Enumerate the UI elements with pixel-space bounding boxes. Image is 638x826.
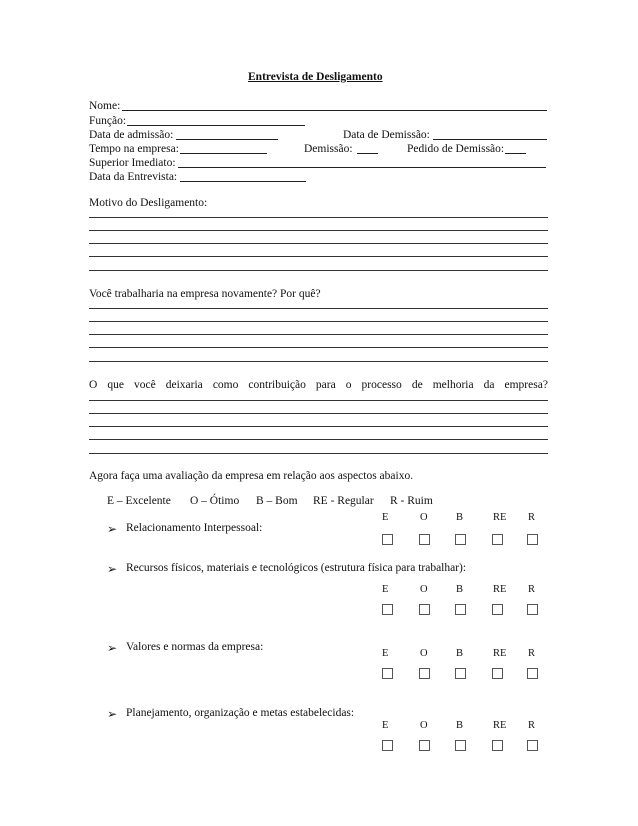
- scale-b-label: B: [456, 584, 464, 595]
- scale-o-label: O: [420, 512, 428, 523]
- data-entrevista-label: Data da Entrevista:: [89, 171, 178, 183]
- contribuicao-line-2[interactable]: [89, 413, 548, 414]
- q-word: deixaria: [165, 379, 203, 391]
- contribuicao-line-1[interactable]: [89, 400, 548, 401]
- scale-b-label: B: [456, 720, 464, 731]
- data-admissao-label: Data de admissão:: [89, 129, 174, 141]
- checkbox-planejamento-e[interactable]: [382, 740, 393, 751]
- checkbox-planejamento-r[interactable]: [527, 740, 538, 751]
- trabalharia-line-4[interactable]: [89, 347, 548, 348]
- checkbox-valores-e[interactable]: [382, 668, 393, 679]
- checkbox-valores-b[interactable]: [455, 668, 466, 679]
- scale-o-label: O: [420, 584, 428, 595]
- checkbox-valores-r[interactable]: [527, 668, 538, 679]
- scale-r-label: R: [528, 648, 536, 659]
- checkbox-planejamento-re[interactable]: [492, 740, 503, 751]
- checkbox-recursos-re[interactable]: [492, 604, 503, 615]
- checkbox-valores-o[interactable]: [419, 668, 430, 679]
- q-word: da: [483, 379, 495, 391]
- q-word: melhoria: [432, 379, 474, 391]
- motivo-line-4[interactable]: [89, 256, 548, 257]
- q-word: empresa?: [504, 379, 548, 391]
- tempo-empresa-label: Tempo na empresa:: [89, 143, 179, 155]
- data-admissao-field[interactable]: [176, 139, 278, 140]
- arrow-bullet-icon: ➢: [107, 641, 118, 655]
- legend-excelente: E – Excelente: [107, 495, 171, 507]
- funcao-label: Função:: [89, 115, 127, 127]
- contribuicao-line-4[interactable]: [89, 439, 548, 440]
- item-valores-label: Valores e normas da empresa:: [126, 641, 264, 653]
- item-relacionamento-label: Relacionamento Interpessoal:: [126, 522, 263, 534]
- scale-e-label: E: [382, 720, 389, 731]
- arrow-bullet-icon: ➢: [107, 522, 118, 536]
- trabalharia-line-5[interactable]: [89, 361, 548, 362]
- contribuicao-question: [89, 379, 548, 391]
- tempo-empresa-field[interactable]: [180, 153, 267, 154]
- checkbox-relacionamento-b[interactable]: [455, 534, 466, 545]
- checkbox-recursos-o[interactable]: [419, 604, 430, 615]
- q-word: que: [107, 379, 124, 391]
- checkbox-recursos-e[interactable]: [382, 604, 393, 615]
- trabalharia-line-3[interactable]: [89, 334, 548, 335]
- checkbox-relacionamento-o[interactable]: [419, 534, 430, 545]
- scale-o-label: O: [420, 720, 428, 731]
- checkbox-recursos-r[interactable]: [527, 604, 538, 615]
- contribuicao-line-3[interactable]: [89, 426, 548, 427]
- legend-bom: B – Bom: [256, 495, 298, 507]
- scale-b-label: B: [456, 512, 464, 523]
- checkbox-planejamento-o[interactable]: [419, 740, 430, 751]
- legend-otimo: O – Ótimo: [190, 495, 240, 507]
- checkbox-planejamento-b[interactable]: [455, 740, 466, 751]
- item-recursos-label: Recursos físicos, materiais e tecnológicos (estrutura física para trabalhar):: [126, 562, 467, 574]
- scale-o-label: O: [420, 648, 428, 659]
- data-demissao-field[interactable]: [433, 139, 547, 140]
- motivo-line-3[interactable]: [89, 243, 548, 244]
- checkbox-valores-re[interactable]: [492, 668, 503, 679]
- scale-e-label: E: [382, 512, 389, 523]
- arrow-bullet-icon: ➢: [107, 707, 118, 721]
- trabalharia-label: Você trabalharia na empresa novamente? Por quê?: [89, 288, 321, 300]
- checkbox-relacionamento-re[interactable]: [492, 534, 503, 545]
- demissao-label: Demissão:: [304, 143, 353, 155]
- arrow-bullet-icon: ➢: [107, 562, 118, 576]
- demissao-field[interactable]: [357, 153, 378, 154]
- data-entrevista-field[interactable]: [180, 181, 306, 182]
- scale-r-label: R: [528, 584, 536, 595]
- q-word: processo: [361, 379, 402, 391]
- q-word: para: [315, 379, 336, 391]
- superior-label: Superior Imediato:: [89, 157, 176, 169]
- scale-r-label: R: [528, 720, 536, 731]
- trabalharia-line-2[interactable]: [89, 321, 548, 322]
- item-planejamento-label: Planejamento, organização e metas estabelecidas:: [126, 707, 355, 719]
- legend-regular: RE - Regular: [313, 495, 374, 507]
- motivo-line-1[interactable]: [89, 217, 548, 218]
- scale-e-label: E: [382, 584, 389, 595]
- motivo-line-2[interactable]: [89, 230, 548, 231]
- page-title: Entrevista de Desligamento: [248, 71, 383, 83]
- q-word: contribuição: [248, 379, 306, 391]
- scale-re-label: RE: [493, 648, 507, 659]
- funcao-field[interactable]: [127, 125, 305, 126]
- checkbox-recursos-b[interactable]: [455, 604, 466, 615]
- nome-field[interactable]: [122, 110, 547, 111]
- contribuicao-line-5[interactable]: [89, 453, 548, 454]
- data-demissao-label: Data de Demissão:: [343, 129, 430, 141]
- checkbox-relacionamento-r[interactable]: [527, 534, 538, 545]
- q-word: como: [212, 379, 239, 391]
- q-word: você: [133, 379, 156, 391]
- scale-re-label: RE: [493, 584, 507, 595]
- pedido-demissao-field[interactable]: [505, 153, 526, 154]
- q-word: o: [345, 379, 352, 391]
- checkbox-relacionamento-e[interactable]: [382, 534, 393, 545]
- scale-b-label: B: [456, 648, 464, 659]
- evaluation-intro: Agora faça uma avaliação da empresa em relação aos aspectos abaixo.: [89, 470, 414, 482]
- nome-label: Nome:: [89, 100, 121, 112]
- motivo-label: Motivo do Desligamento:: [89, 197, 208, 209]
- legend-ruim: R - Ruim: [390, 495, 433, 507]
- superior-field[interactable]: [178, 167, 546, 168]
- q-word: O: [89, 379, 98, 391]
- pedido-demissao-label: Pedido de Demissão:: [407, 143, 505, 155]
- scale-e-label: E: [382, 648, 389, 659]
- trabalharia-line-1[interactable]: [89, 308, 548, 309]
- scale-re-label: RE: [493, 512, 507, 523]
- scale-r-label: R: [528, 512, 536, 523]
- scale-re-label: RE: [493, 720, 507, 731]
- q-word: de: [411, 379, 423, 391]
- motivo-line-5[interactable]: [89, 270, 548, 271]
